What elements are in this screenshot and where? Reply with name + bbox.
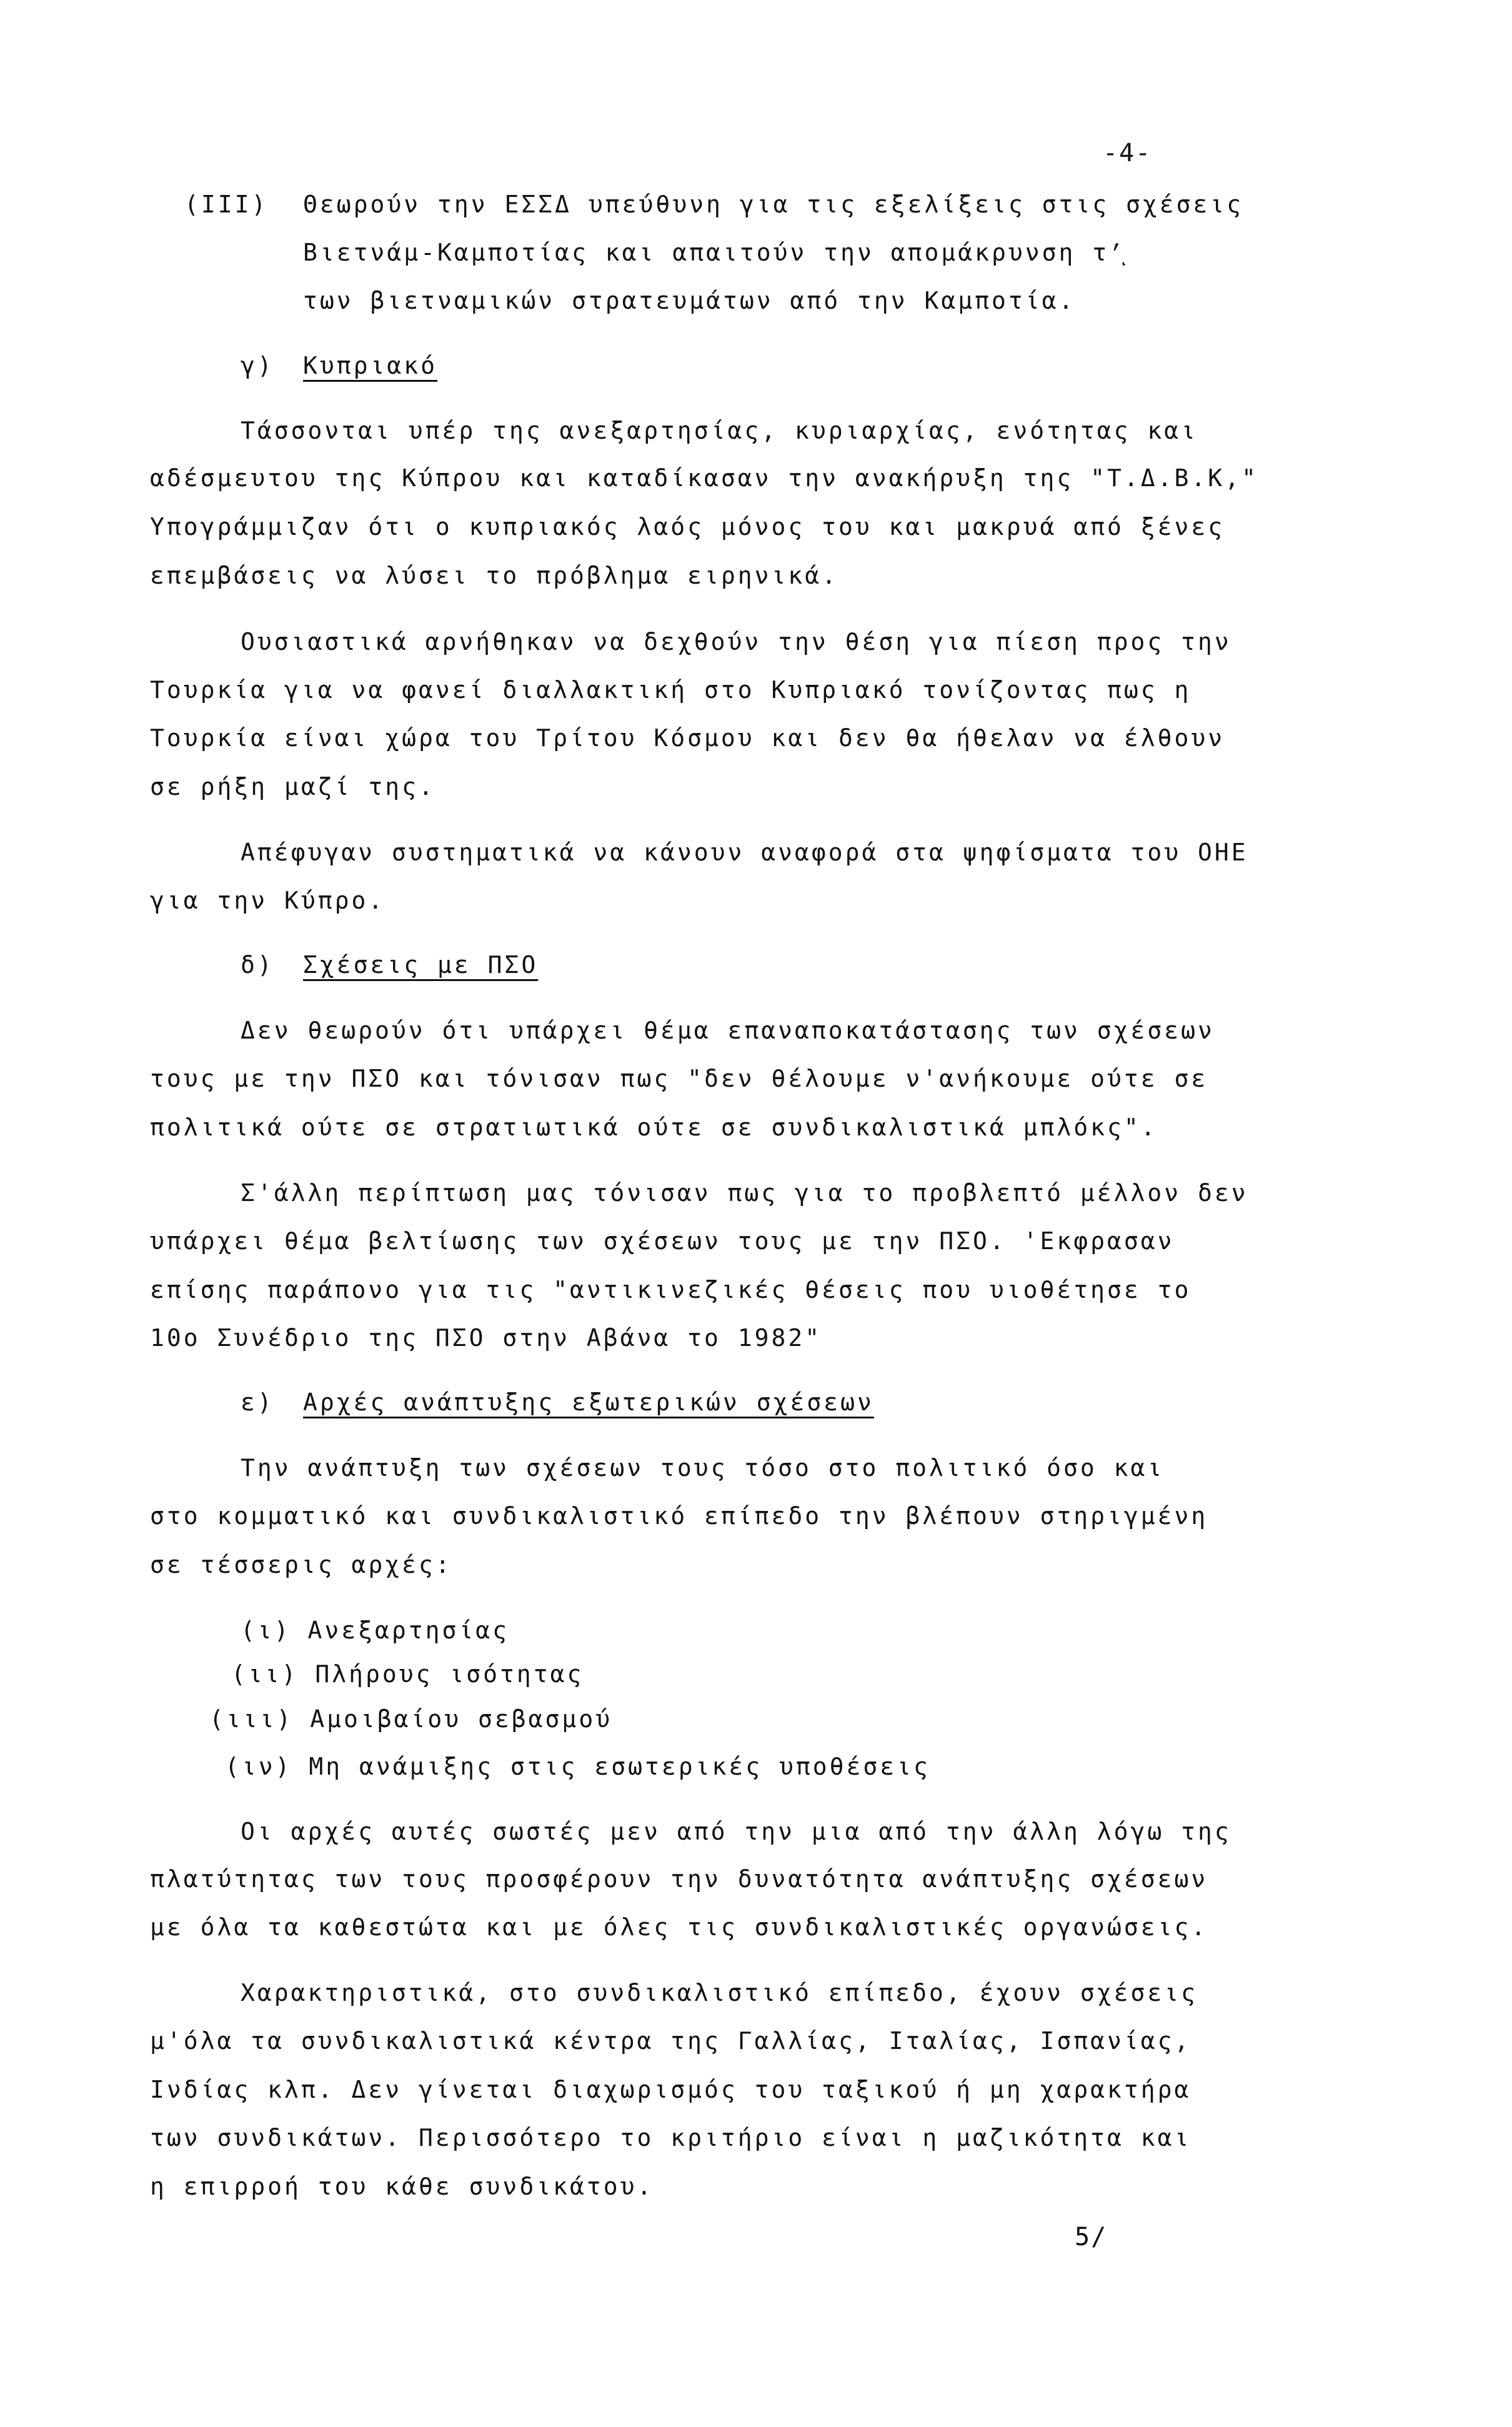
- paragraph-line: Την ανάπτυξη των σχέσεων τους τόσο στο πολιτικό όσο και: [241, 1454, 1165, 1482]
- section-iii-line: Βιετνάμ-Καμποτίας και απαιτούν την απομάκρυνση τ’ͅ: [303, 239, 1126, 266]
- paragraph-line: Απέφυγαν συστηματικά να κάνουν αναφορά στα ψηφίσματα του ΟΗΕ: [241, 839, 1248, 866]
- continuation-marker: 5/: [1075, 2223, 1108, 2251]
- section-gamma-marker: γ): [241, 352, 274, 379]
- paragraph-line: επίσης παράπονο για τις "αντικινεζικές θέσεις που υιοθέτησε το: [150, 1276, 1191, 1303]
- paragraph-line: επεμβάσεις να λύσει το πρόβλημα ειρηνικά.: [150, 562, 838, 589]
- paragraph-line: υπάρχει θέμα βελτίωσης των σχέσεων τους με την ΠΣΟ. 'Εκφρασαν: [150, 1227, 1175, 1255]
- section-iii-line: των βιετναμικών στρατευμάτων από την Καμποτία.: [303, 287, 1076, 314]
- paragraph-line: Ινδίας κλπ. Δεν γίνεται διαχωρισμός του ταξικού ή μη χαρακτήρα: [150, 2076, 1191, 2103]
- paragraph-line: Τάσσονται υπέρ της ανεξαρτησίας, κυριαρχίας, ενότητας και: [241, 417, 1198, 444]
- section-delta-marker: δ): [241, 951, 274, 979]
- section-gamma-heading: Κυπριακό: [303, 352, 438, 379]
- paragraph-line: τους με την ΠΣΟ και τόνισαν πως "δεν θέλουμε ν'ανήκουμε ούτε σε: [150, 1065, 1208, 1092]
- section-epsilon-heading: Αρχές ανάπτυξης εξωτερικών σχέσεων: [303, 1388, 874, 1416]
- paragraph-line: σε τέσσερις αρχές:: [150, 1551, 452, 1578]
- paragraph-line: 10ο Συνέδριο της ΠΣΟ στην Αβάνα το 1982": [150, 1324, 822, 1352]
- section-iii-line: Θεωρούν την ΕΣΣΔ υπεύθυνη για τις εξελίξεις στις σχέσεις: [303, 191, 1244, 218]
- principle-item: (ιν) Μη ανάμιξης στις εσωτερικές υποθέσεις: [225, 1753, 930, 1780]
- principle-item: (ι) Ανεξαρτησίας: [241, 1617, 510, 1644]
- paragraph-line: Οι αρχές αυτές σωστές μεν από την μια από την άλλη λόγω της: [241, 1818, 1231, 1845]
- paragraph-line: Τουρκία είναι χώρα του Τρίτου Κόσμου και δεν θα ήθελαν να έλθουν: [150, 724, 1225, 752]
- paragraph-line: για την Κύπρο.: [150, 887, 385, 914]
- paragraph-line: με όλα τα καθεστώτα και με όλες τις συνδικαλιστικές οργανώσεις.: [150, 1913, 1208, 1941]
- section-delta-heading: Σχέσεις με ΠΣΟ: [303, 951, 539, 979]
- section-epsilon-marker: ε): [241, 1388, 274, 1416]
- paragraph-line: σε ρήξη μαζί της.: [150, 773, 435, 800]
- paragraph-line: πολιτικά ούτε σε στρατιωτικά ούτε σε συνδικαλιστικά μπλόκς".: [150, 1114, 1158, 1141]
- paragraph-line: αδέσμευτου της Κύπρου και καταδίκασαν την ανακήρυξη της "Τ.Δ.Β.Κ,": [150, 464, 1258, 492]
- page-number: -4-: [1103, 139, 1152, 167]
- paragraph-line: Ουσιαστικά αρνήθηκαν να δεχθούν την θέση για πίεση προς την: [241, 628, 1231, 655]
- principle-item: (ιι) Πλήρους ισότητας: [231, 1660, 584, 1688]
- paragraph-line: πλατύτητας των τους προσφέρουν την δυνατότητα ανάπτυξης σχέσεων: [150, 1865, 1208, 1893]
- paragraph-line: η επιρροή του κάθε συνδικάτου.: [150, 2173, 654, 2200]
- section-iii-label: (III): [184, 191, 269, 218]
- paragraph-line: μ'όλα τα συνδικαλιστικά κέντρα της Γαλλίας, Ιταλίας, Ισπανίας,: [150, 2027, 1191, 2055]
- paragraph-line: Υπογράμμιζαν ότι ο κυπριακός λαός μόνος του και μακρυά από ξένες: [150, 513, 1225, 541]
- paragraph-line: Σ'άλλη περίπτωση μας τόνισαν πως για το προβλεπτό μέλλον δεν: [241, 1179, 1248, 1207]
- paragraph-line: Τουρκία για να φανεί διαλλακτική στο Κυπριακό τονίζοντας πως η: [150, 676, 1191, 704]
- paragraph-line: στο κομματικό και συνδικαλιστικό επίπεδο την βλέπουν στηριγμένη: [150, 1502, 1208, 1530]
- paragraph-line: Δεν θεωρούν ότι υπάρχει θέμα επαναποκατάστασης των σχέσεων: [241, 1017, 1215, 1044]
- paragraph-line: των συνδικάτων. Περισσότερο το κριτήριο είναι η μαζικότητα και: [150, 2124, 1191, 2151]
- paragraph-line: Χαρακτηριστικά, στο συνδικαλιστικό επίπεδο, έχουν σχέσεις: [241, 1979, 1198, 2006]
- principle-item: (ιιι) Αμοιβαίου σεβασμού: [209, 1705, 613, 1733]
